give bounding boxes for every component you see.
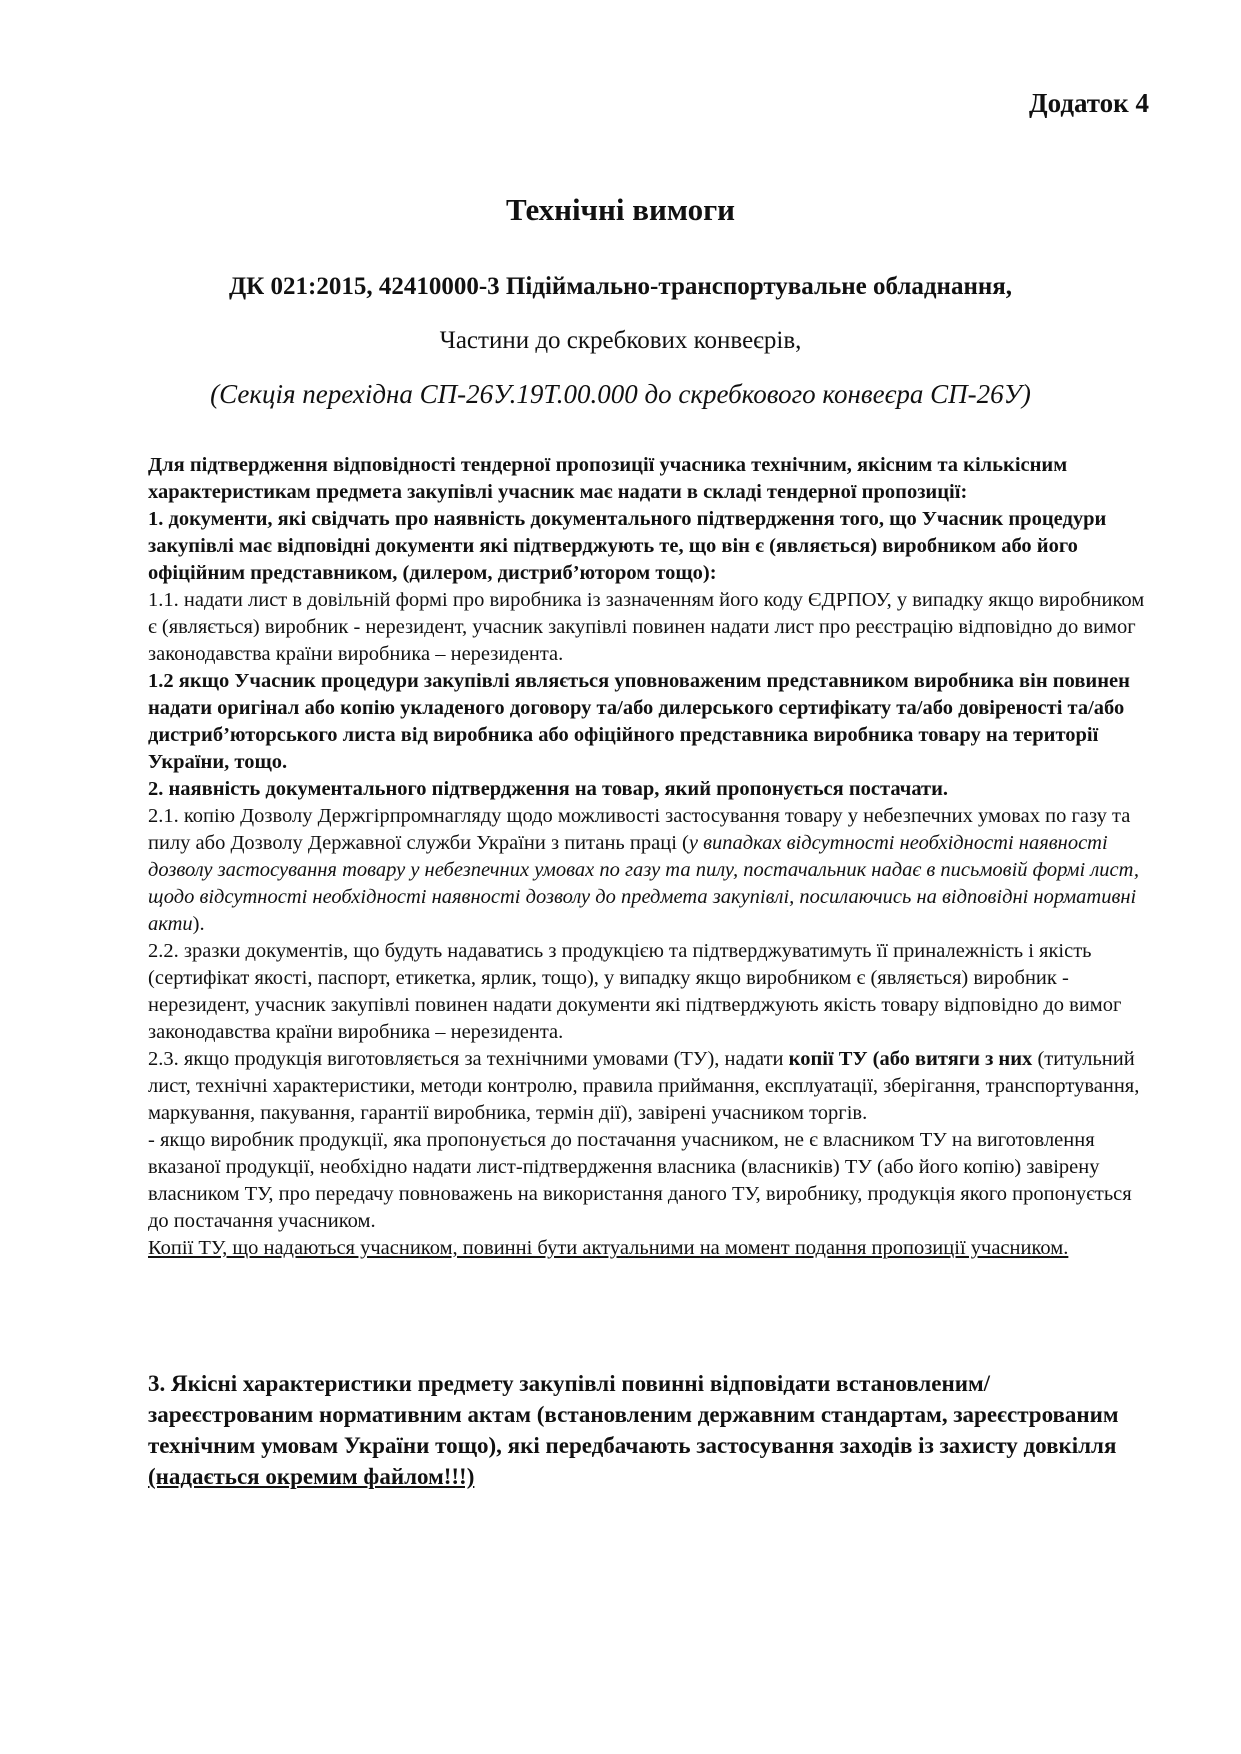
section-description: (Секція перехідна СП-26У.19Т.00.000 до скребкового конвеєра СП-26У) (210, 379, 1031, 409)
requirement-2-1 (148, 803, 1156, 938)
requirements-body (148, 452, 1156, 1262)
requirement-1-2: 1.2 якщо Учасник процедури закупівлі являється уповноваженим представником виробника він повинен надати оригінал або копію укладеного договору та/або дилерського сертифікату та/або довіреності та/або дистриб’юторського листа від виробника або офіційного представника виробника товару на території України, тощо. (148, 670, 1130, 773)
requirement-2-1-close: ). (192, 913, 205, 935)
parts-description: Частини до скребкових конвеєрів, (439, 327, 802, 354)
requirement-2: 2. наявність документального підтвердження на товар, який пропонується постачати. (148, 778, 949, 800)
requirement-1: 1. документи, які свідчать про наявність документального підтвердження того, що Учасник процедури закупівлі має відповідні документи які підтверджують те, що він є (являється) виробником або його офіційним представником, (дилером, дистриб’ютором тощо): (148, 508, 1107, 584)
requirement-3 (148, 1368, 1148, 1492)
requirement-2-3-text: 2.3. якщо продукція виготовляється за технічними умовами (ТУ), надати (148, 1048, 789, 1070)
requirement-2-3-rest: (титульний лист, технічні характеристики, методи контролю, правила приймання, експлуатації, зберігання, транспортування, маркування, пакування, гарантії виробника, термін дії), завірені учасником торгів. (148, 1048, 1140, 1124)
requirement-3-text: 3. Якісні характеристики предмету закупівлі повинні відповідати встановленим/зареєстрованим нормативним актам (встановленим державним стандартам, зареєстрованим технічним умовам України тощо), які передбачають застосування заходів із захисту довкілля (148, 1371, 1119, 1458)
requirement-2-3-bold: копії ТУ (або витяги з них (788, 1048, 1033, 1070)
page-title: Технічні вимоги (505, 192, 736, 227)
requirement-2-2: 2.2. зразки документів, що будуть надаватись з продукцією та підтверджуватимуть її приналежність і якість (сертифікат якості, паспорт, етикетка, ярлик, тощо), у випадку якщо виробником є (являється) виробник - нерезидент, учасник закупівлі повинен надати документи які підтверджують якість товару відповідно до вимог законодавства країни виробника – нерезидента. (148, 940, 1122, 1043)
copies-note: Копії ТУ, що надаються учасником, повинні бути актуальними на момент подання пропозиції учасником. (148, 1237, 1069, 1259)
requirement-dash-note: - якщо виробник продукції, яка пропонується до постачання учасником, не є власником ТУ на виготовлення вказаної продукції, необхідно надати лист-підтвердження власника (власників) ТУ (або його копію) завірену власником ТУ, про передачу повноважень на використання даного ТУ, виробнику, продукція якого пропонується до постачання учасником. (148, 1129, 1132, 1232)
requirement-2-3 (148, 1046, 1156, 1127)
requirement-2-1-text: 2.1. копію Дозволу Держгірпромнагляду щодо можливості застосування товару у небезпечних умовах по газу та пилу або Дозволу Державної служби України з питань праці ( (148, 805, 1131, 854)
appendix-label: Додаток 4 (1029, 88, 1149, 118)
requirement-3-separate-file: (надається окремим файлом!!!) (148, 1464, 475, 1489)
classifier-code: ДК 021:2015, 42410000-3 Підіймально-транспортувальне обладнання, (228, 273, 1013, 300)
requirement-1-1: 1.1. надати лист в довільній формі про виробника із зазначенням його коду ЄДРПОУ, у випадку якщо виробником є (являється) виробник - нерезидент, учасник закупівлі повинен надати лист про реєстрацію відповідно до вимог законодавства країни виробника – нерезидента. (148, 589, 1145, 665)
intro-paragraph: Для підтвердження відповідності тендерної пропозиції учасника технічним, якісним та кількісним характеристикам предмета закупівлі учасник має надати в складі тендерної пропозиції: (148, 454, 1068, 503)
requirement-2-1-note: у випадках відсутності необхідності наявності дозволу застосування товару у небезпечних умовах по газу та пилу, постачальник надає в письмовій формі лист, щодо відсутності необхідності наявності дозволу до предмета закупівлі, посилаючись на відповідні нормативні акти (148, 832, 1140, 935)
